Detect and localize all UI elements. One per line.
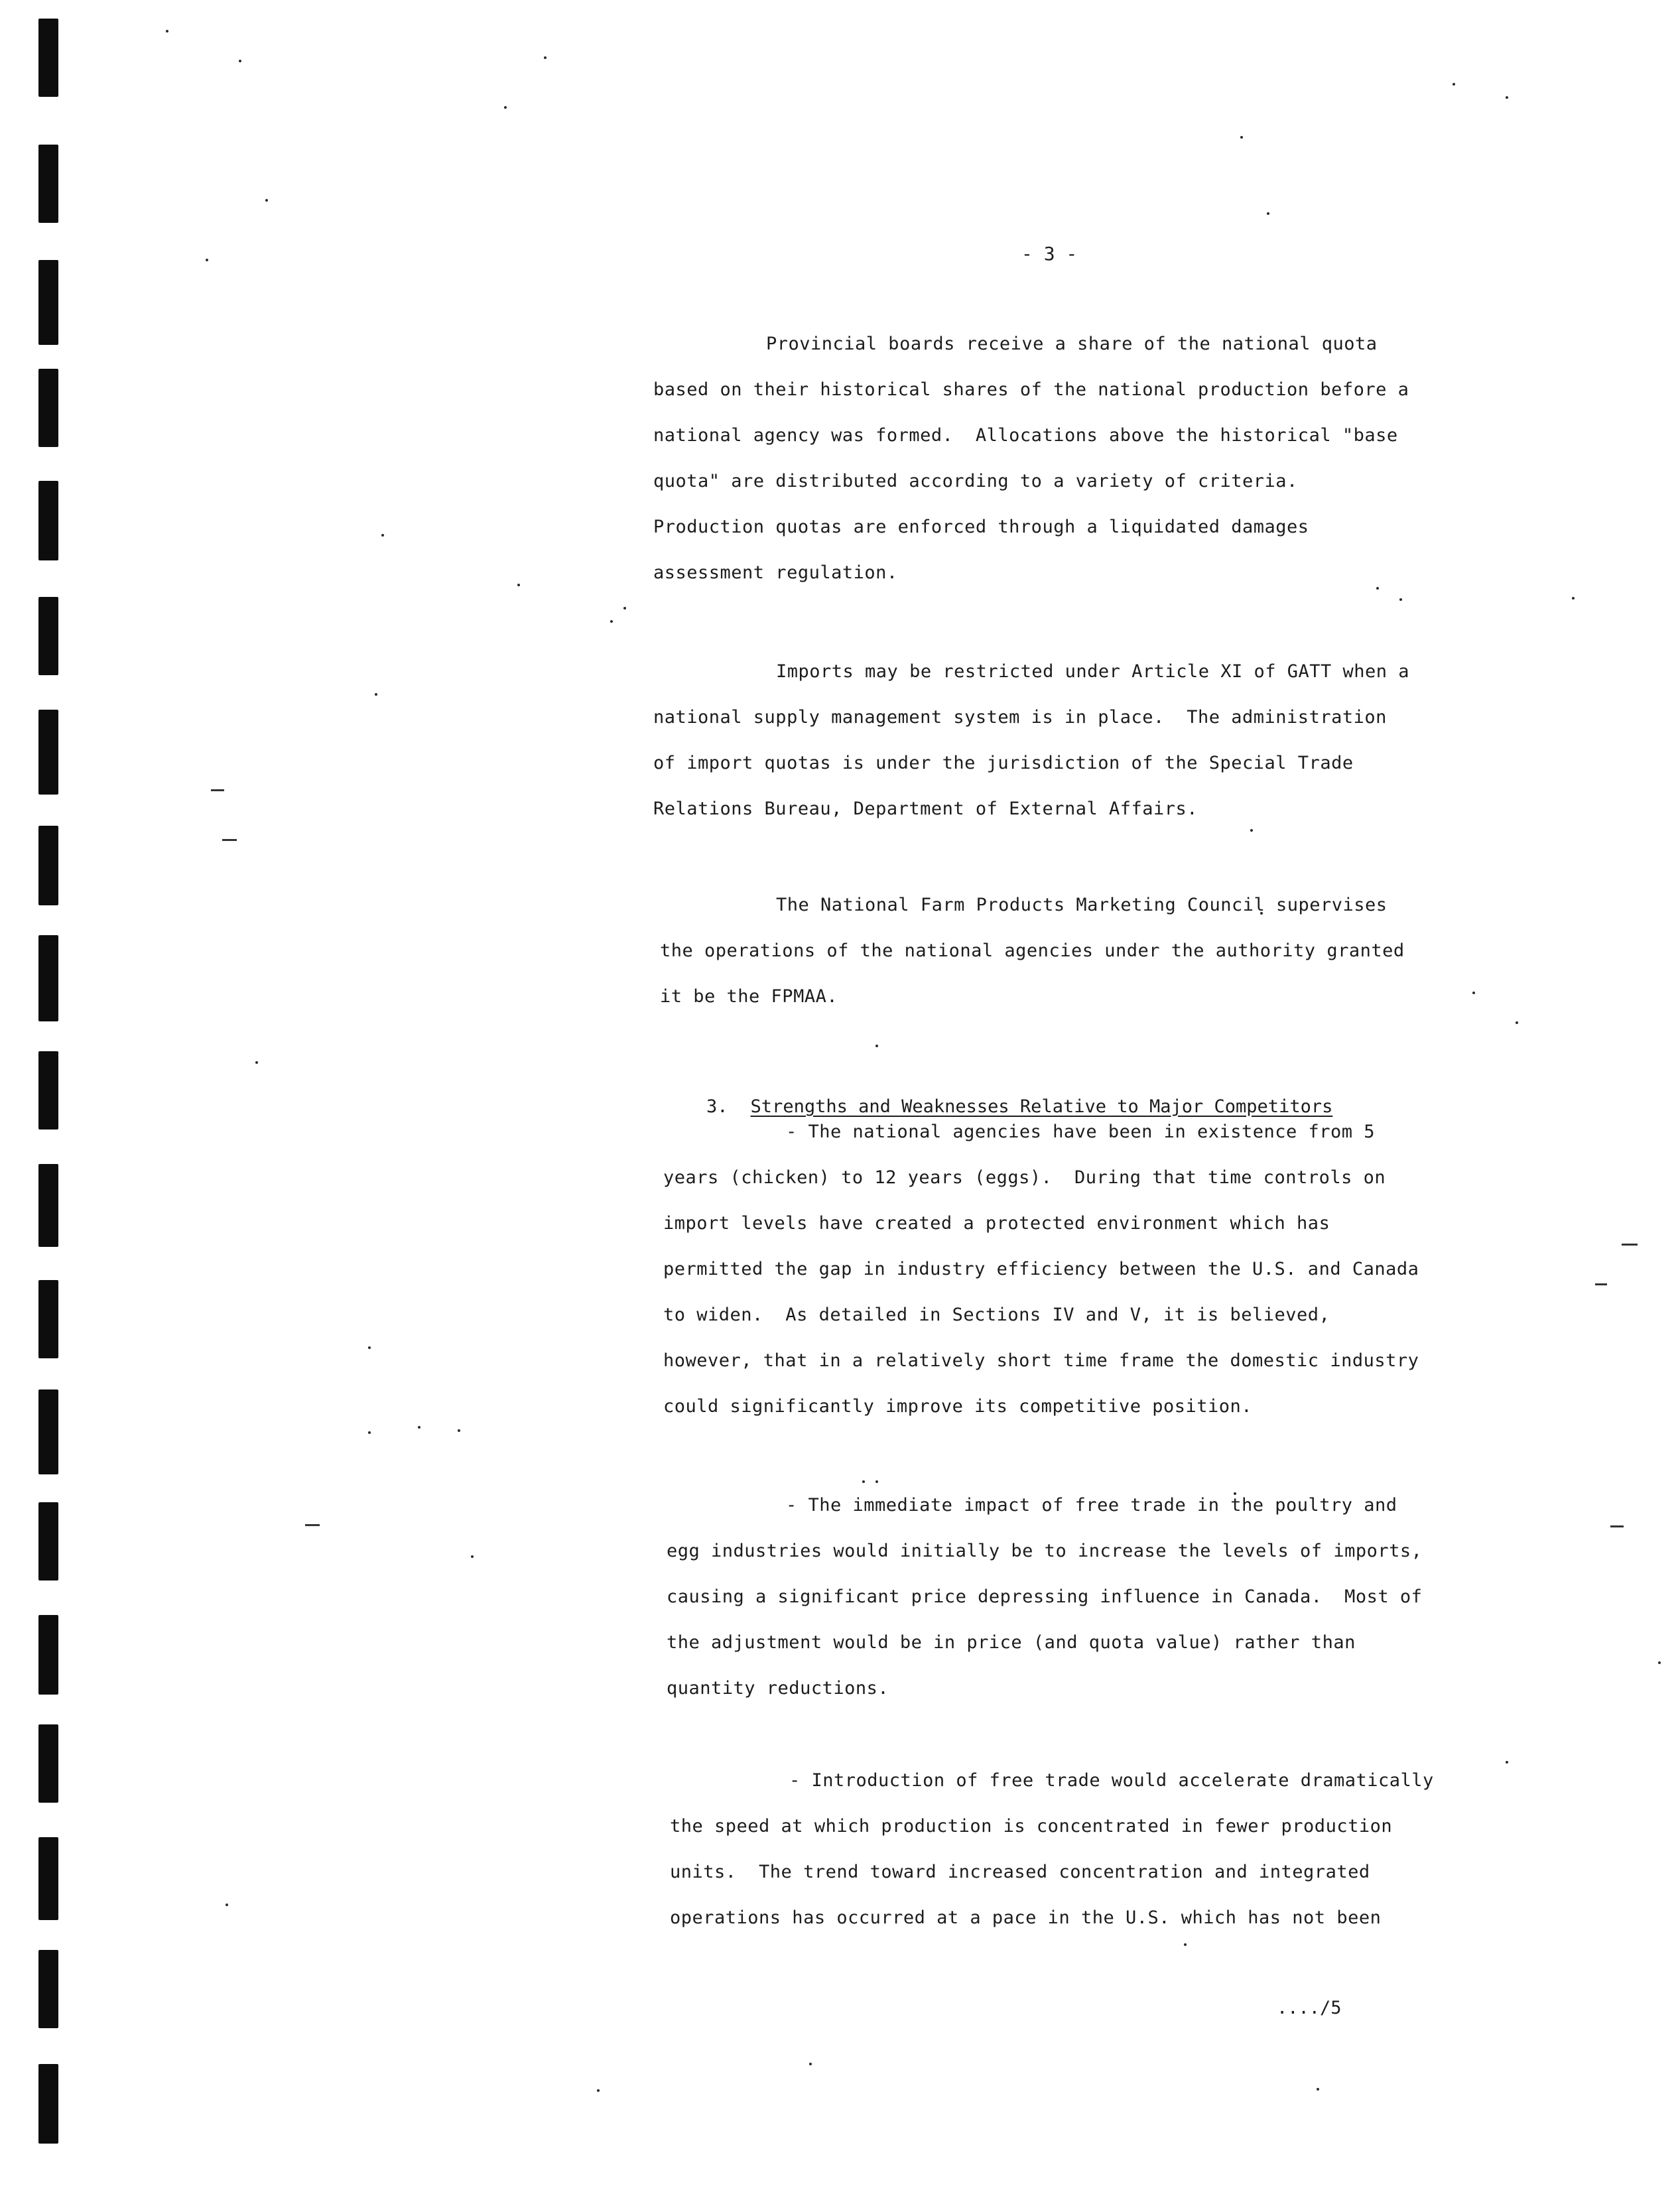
text-line: units. The trend toward increased concentration and integrated — [670, 1862, 1370, 1882]
paragraph-national-agencies — [663, 1109, 1419, 1429]
text-line: Provincial boards receive a share of the national quota — [766, 334, 1378, 354]
scan-speck — [875, 1045, 878, 1047]
binding-mark — [38, 1389, 58, 1474]
text-line: Production quotas are enforced through a liquidated damages — [653, 517, 1309, 537]
text-line: operations has occurred at a pace in the U.S. which has not been — [670, 1907, 1382, 1928]
text-line: national agency was formed. Allocations above the historical "base — [653, 425, 1398, 446]
scan-speck — [1399, 598, 1402, 601]
binding-mark — [38, 2064, 58, 2144]
scan-speck — [1184, 1943, 1187, 1946]
scan-speck — [1472, 992, 1475, 994]
text-line: could significantly improve its competitive position. — [663, 1396, 1253, 1417]
scan-speck — [544, 56, 547, 59]
text-line: quantity reductions. — [667, 1678, 889, 1699]
text-line: years (chicken) to 12 years (eggs). During that time controls on — [663, 1167, 1386, 1188]
text-line: it be the FPMAA. — [660, 986, 838, 1007]
binding-mark — [38, 826, 58, 905]
text-line: of import quotas is under the jurisdiction of the Special Trade — [653, 753, 1354, 773]
binding-mark — [38, 1502, 58, 1581]
section-number: 3. — [706, 1096, 728, 1117]
text-line: - The national agencies have been in existence from 5 — [786, 1122, 1376, 1142]
scan-speck — [610, 620, 613, 623]
paragraph-import-restrictions — [653, 649, 1409, 832]
binding-mark — [38, 710, 58, 795]
text-line: - The immediate impact of free trade in the poultry and — [786, 1495, 1397, 1516]
binding-mark — [38, 1051, 58, 1129]
text-line: import levels have created a protected environment which has — [663, 1213, 1330, 1234]
scan-speck — [265, 199, 268, 202]
scan-speck — [1317, 2088, 1319, 2091]
scan-speck — [1572, 597, 1575, 600]
text-line: assessment regulation. — [653, 562, 898, 583]
scan-speck — [239, 60, 241, 62]
text-line: the adjustment would be in price (and quota value) rather than — [667, 1632, 1356, 1653]
binding-mark — [38, 1164, 58, 1247]
scan-speck — [206, 259, 208, 261]
scan-speck — [809, 2063, 812, 2065]
binding-mark — [38, 1950, 58, 2028]
text-line: national supply management system is in place. The administration — [653, 707, 1387, 728]
text-line: permitted the gap in industry efficiency between the U.S. and Canada — [663, 1259, 1419, 1279]
binding-mark — [38, 1724, 58, 1803]
text-line: based on their historical shares of the national production before a — [653, 379, 1409, 400]
scan-dash — [1610, 1525, 1624, 1527]
scan-speck — [1506, 96, 1508, 99]
scan-speck — [1506, 1761, 1508, 1764]
binding-mark — [38, 481, 58, 560]
scan-speck — [623, 607, 626, 610]
text-line: Relations Bureau, Department of External Affairs. — [653, 799, 1198, 819]
binding-mark — [38, 1615, 58, 1695]
binding-mark — [38, 369, 58, 447]
scan-speck — [471, 1555, 474, 1558]
paragraph-production-concentration — [670, 1758, 1434, 1941]
text-line: quota" are distributed according to a variety of criteria. — [653, 471, 1298, 491]
text-line: the operations of the national agencies under the authority granted — [660, 940, 1405, 961]
section-title: Strengths and Weaknesses Relative to Major Competitors — [750, 1096, 1333, 1117]
page-number: - 3 - — [1021, 243, 1078, 265]
scan-speck — [375, 693, 377, 696]
scan-speck — [1267, 212, 1269, 215]
scan-speck — [368, 1346, 371, 1349]
scan-speck — [458, 1429, 460, 1432]
paragraph-quota-allocation — [653, 321, 1409, 596]
binding-mark — [38, 1280, 58, 1358]
scan-speck — [166, 30, 168, 32]
scan-speck — [597, 2089, 600, 2092]
text-line: the speed at which production is concentrated in fewer production — [670, 1816, 1393, 1837]
text-line: The National Farm Products Marketing Council supervises — [776, 895, 1388, 915]
scan-speck — [1453, 83, 1455, 86]
binding-mark — [38, 1837, 58, 1920]
text-line: Imports may be restricted under Article XI of GATT when a — [776, 661, 1410, 682]
paragraph-council-supervision — [660, 882, 1405, 1019]
scan-speck — [1240, 136, 1243, 139]
binding-mark — [38, 597, 58, 675]
scan-dash — [305, 1524, 320, 1526]
text-line: however, that in a relatively short time frame the domestic industry — [663, 1350, 1419, 1371]
scan-dash — [1595, 1283, 1607, 1285]
binding-mark — [38, 260, 58, 345]
scan-dash — [1622, 1244, 1638, 1246]
scan-speck — [226, 1904, 228, 1906]
scan-speck — [517, 584, 520, 586]
scan-speck — [1658, 1661, 1661, 1664]
scan-speck — [504, 106, 507, 109]
binding-mark — [38, 935, 58, 1021]
scan-speck — [368, 1431, 371, 1434]
scan-speck — [381, 534, 384, 537]
binding-mark — [38, 145, 58, 223]
scan-speck — [418, 1426, 420, 1429]
scan-dash — [211, 789, 224, 791]
binding-mark — [38, 19, 58, 97]
text-line: egg industries would initially be to increase the levels of imports, — [667, 1541, 1423, 1561]
scan-speck — [255, 1061, 258, 1064]
scan-dash — [222, 839, 237, 841]
text-line: to widen. As detailed in Sections IV and V, it is believed, — [663, 1305, 1330, 1325]
paragraph-free-trade-impact — [667, 1482, 1422, 1711]
scan-speck — [1516, 1021, 1518, 1024]
continuation-marker: ..../5 — [1277, 1998, 1342, 2018]
text-line: - Introduction of free trade would accelerate dramatically — [789, 1770, 1434, 1791]
text-line: causing a significant price depressing influence in Canada. Most of — [667, 1586, 1423, 1607]
